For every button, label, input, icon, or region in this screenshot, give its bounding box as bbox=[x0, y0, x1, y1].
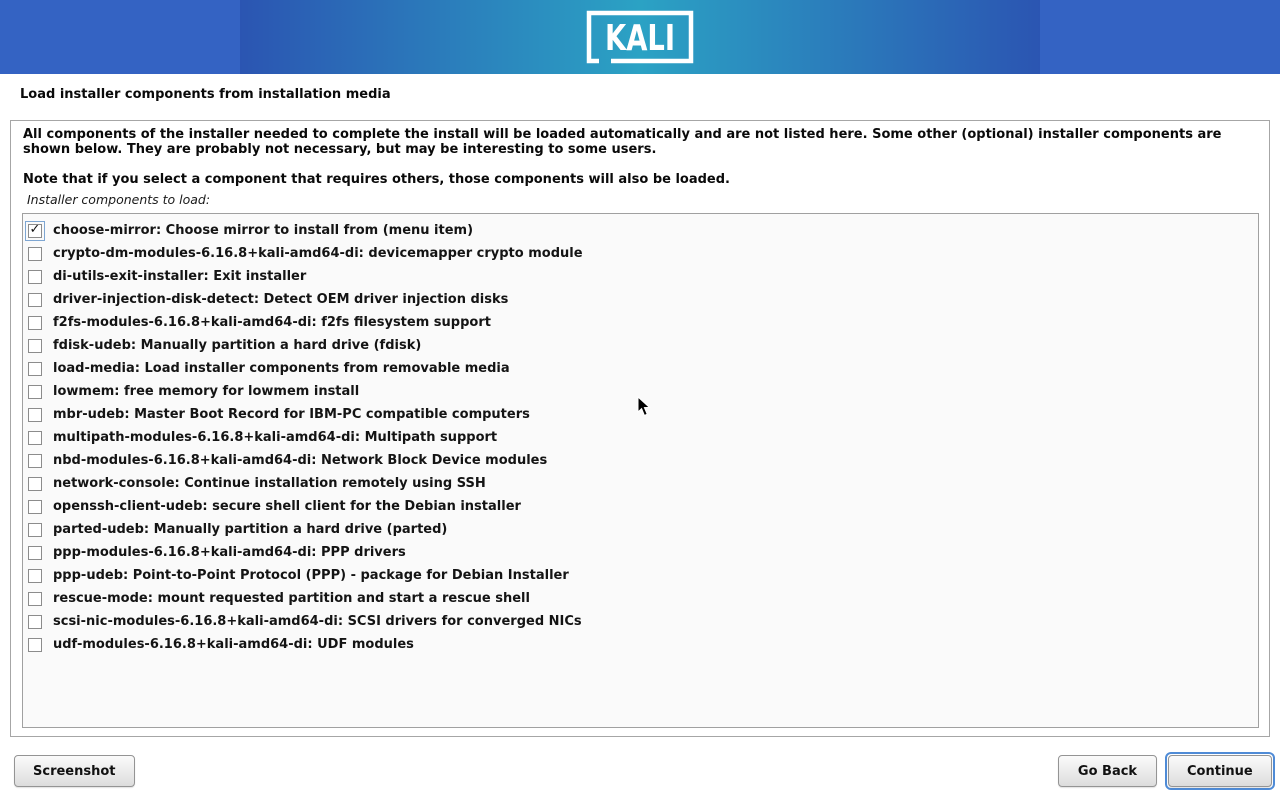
component-row[interactable] bbox=[23, 311, 1258, 334]
intro-text: All components of the installer needed to complete the install will be loaded automatically and are not listed here. Some other (optional) installer components are shown below. They are probably not necessary, but may be interesting to some users. bbox=[23, 127, 1222, 157]
component-label: mbr-udeb: Master Boot Record for IBM-PC compatible computers bbox=[53, 407, 530, 422]
component-label: rescue-mode: mount requested partition and start a rescue shell bbox=[53, 591, 530, 606]
component-checkbox[interactable] bbox=[28, 431, 42, 445]
component-checkbox[interactable] bbox=[28, 615, 42, 629]
component-label: load-media: Load installer components from removable media bbox=[53, 361, 510, 376]
page-title: Load installer components from installation media bbox=[20, 87, 391, 102]
component-label: fdisk-udeb: Manually partition a hard drive (fdisk) bbox=[53, 338, 422, 353]
component-checkbox[interactable] bbox=[28, 224, 42, 238]
component-row[interactable] bbox=[23, 541, 1258, 564]
component-label: di-utils-exit-installer: Exit installer bbox=[53, 269, 307, 284]
component-label: udf-modules-6.16.8+kali-amd64-di: UDF modules bbox=[53, 637, 414, 652]
component-row[interactable] bbox=[23, 219, 1258, 242]
component-row[interactable] bbox=[23, 472, 1258, 495]
component-checkbox[interactable] bbox=[28, 477, 42, 491]
kali-logo-icon bbox=[584, 8, 696, 66]
component-row[interactable] bbox=[23, 357, 1258, 380]
component-list[interactable] bbox=[22, 213, 1259, 728]
continue-button-focus-ring bbox=[1165, 752, 1275, 790]
component-checkbox[interactable] bbox=[28, 270, 42, 284]
continue-button[interactable]: Continue bbox=[1168, 755, 1272, 787]
component-label: driver-injection-disk-detect: Detect OEM driver injection disks bbox=[53, 292, 509, 307]
component-label: crypto-dm-modules-6.16.8+kali-amd64-di: devicemapper crypto module bbox=[53, 246, 583, 261]
component-checkbox[interactable] bbox=[28, 523, 42, 537]
component-row[interactable] bbox=[23, 610, 1258, 633]
component-checkbox[interactable] bbox=[28, 408, 42, 422]
component-label: ppp-modules-6.16.8+kali-amd64-di: PPP drivers bbox=[53, 545, 406, 560]
component-row[interactable] bbox=[23, 449, 1258, 472]
svg-text:KALI: KALI bbox=[605, 18, 675, 59]
component-row[interactable] bbox=[23, 633, 1258, 656]
note-text: Note that if you select a component that requires others, those components will also be loaded. bbox=[23, 172, 730, 187]
component-checkbox[interactable] bbox=[28, 293, 42, 307]
component-checkbox[interactable] bbox=[28, 638, 42, 652]
component-checkbox[interactable] bbox=[28, 385, 42, 399]
component-row[interactable] bbox=[23, 242, 1258, 265]
component-row[interactable] bbox=[23, 265, 1258, 288]
component-label: choose-mirror: Choose mirror to install from (menu item) bbox=[53, 223, 474, 238]
component-label: network-console: Continue installation remotely using SSH bbox=[53, 476, 486, 491]
component-label: nbd-modules-6.16.8+kali-amd64-di: Network Block Device modules bbox=[53, 453, 548, 468]
component-checkbox[interactable] bbox=[28, 362, 42, 376]
mouse-cursor-icon bbox=[637, 396, 651, 417]
component-label: parted-udeb: Manually partition a hard drive (parted) bbox=[53, 522, 448, 537]
component-label: ppp-udeb: Point-to-Point Protocol (PPP) - package for Debian Installer bbox=[53, 568, 569, 583]
component-checkbox[interactable] bbox=[28, 339, 42, 353]
component-checkbox[interactable] bbox=[28, 500, 42, 514]
component-label: multipath-modules-6.16.8+kali-amd64-di: Multipath support bbox=[53, 430, 498, 445]
component-row[interactable] bbox=[23, 334, 1258, 357]
component-row[interactable] bbox=[23, 426, 1258, 449]
check-icon: ✓ bbox=[29, 222, 41, 237]
component-checkbox[interactable] bbox=[28, 546, 42, 560]
component-label: f2fs-modules-6.16.8+kali-amd64-di: f2fs filesystem support bbox=[53, 315, 491, 330]
go-back-button[interactable]: Go Back bbox=[1058, 755, 1157, 787]
component-label: scsi-nic-modules-6.16.8+kali-amd64-di: SCSI drivers for converged NICs bbox=[53, 614, 582, 629]
component-label: lowmem: free memory for lowmem install bbox=[53, 384, 360, 399]
component-row[interactable] bbox=[23, 518, 1258, 541]
component-checkbox[interactable] bbox=[28, 247, 42, 261]
component-row[interactable] bbox=[23, 587, 1258, 610]
component-row[interactable] bbox=[23, 288, 1258, 311]
screenshot-button[interactable]: Screenshot bbox=[14, 755, 135, 787]
component-checkbox[interactable] bbox=[28, 569, 42, 583]
component-checkbox[interactable] bbox=[28, 592, 42, 606]
component-checkbox[interactable] bbox=[28, 454, 42, 468]
component-checkbox[interactable] bbox=[28, 316, 42, 330]
content-frame bbox=[10, 120, 1270, 737]
component-label: openssh-client-udeb: secure shell client for the Debian installer bbox=[53, 499, 521, 514]
banner bbox=[0, 0, 1280, 74]
component-row[interactable] bbox=[23, 495, 1258, 518]
component-row[interactable] bbox=[23, 564, 1258, 587]
component-list-label: Installer components to load: bbox=[27, 192, 211, 207]
